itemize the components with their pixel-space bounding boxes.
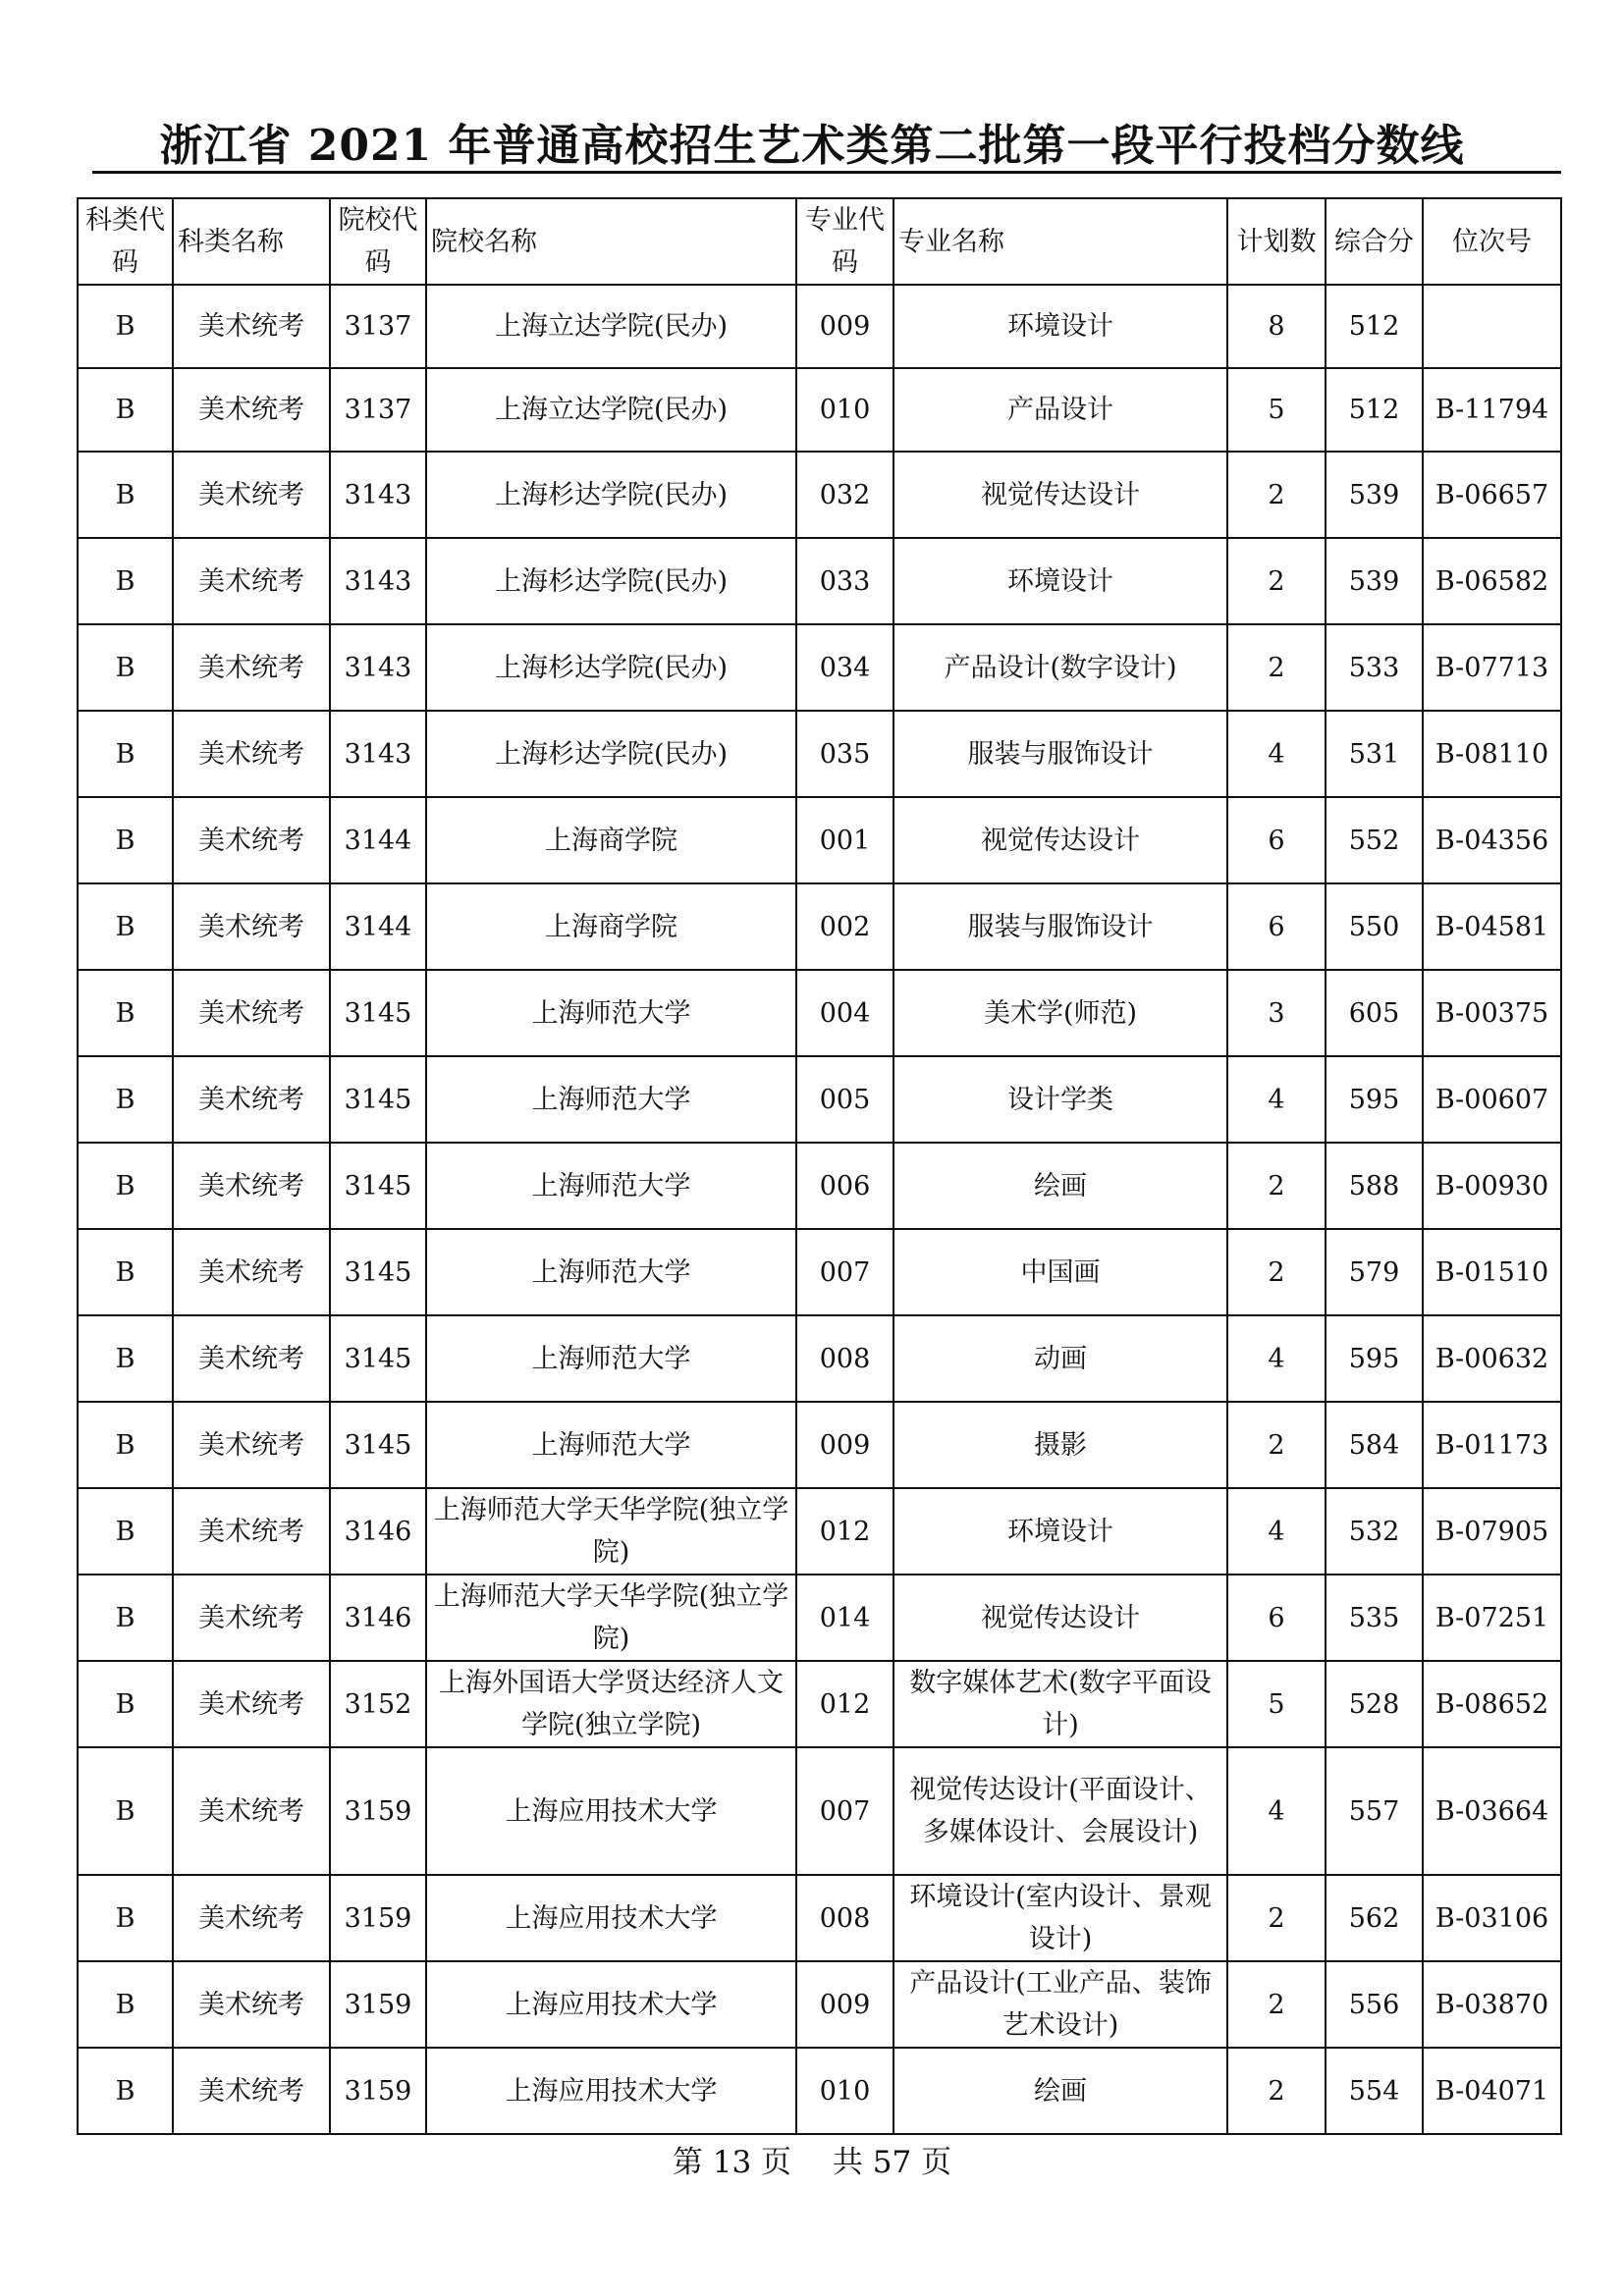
cell-category-code: B (78, 2048, 173, 2134)
cell-major-code: 007 (796, 1229, 893, 1315)
cell-plan-count: 4 (1227, 1315, 1326, 1402)
header-school-code: 院校代码 (330, 198, 426, 285)
cell-school-name: 上海立达学院(民办) (426, 368, 796, 452)
cell-school-name: 上海杉达学院(民办) (426, 711, 796, 797)
cell-school-name: 上海杉达学院(民办) (426, 624, 796, 711)
cell-total-score: 539 (1326, 538, 1423, 624)
table-row (78, 1961, 1561, 2048)
cell-category-code: B (78, 1229, 173, 1315)
cell-school-name: 上海师范大学天华学院(独立学院) (426, 1488, 796, 1575)
cell-plan-count: 5 (1227, 368, 1326, 452)
cell-school-name: 上海应用技术大学 (426, 2048, 796, 2134)
cell-school-name: 上海师范大学 (426, 970, 796, 1056)
cell-plan-count: 2 (1227, 2048, 1326, 2134)
cell-category-code: B (78, 797, 173, 883)
cell-plan-count: 3 (1227, 970, 1326, 1056)
cell-major-name: 动画 (893, 1315, 1227, 1402)
cell-category-name: 美术统考 (173, 711, 330, 797)
cell-category-name: 美术统考 (173, 1575, 330, 1661)
cell-category-code: B (78, 1056, 173, 1143)
table-row (78, 1315, 1561, 1402)
cell-major-name: 环境设计 (893, 285, 1227, 368)
cell-school-code: 3159 (330, 1875, 426, 1961)
cell-school-code: 3137 (330, 368, 426, 452)
cell-plan-count: 2 (1227, 538, 1326, 624)
cell-school-name: 上海商学院 (426, 883, 796, 970)
cell-major-code: 033 (796, 538, 893, 624)
cell-school-code: 3159 (330, 1961, 426, 2048)
cell-school-code: 3143 (330, 711, 426, 797)
cell-plan-count: 6 (1227, 883, 1326, 970)
page-total: 共 57 页 (832, 2145, 952, 2180)
cell-category-code: B (78, 711, 173, 797)
cell-school-name: 上海师范大学 (426, 1143, 796, 1229)
cell-category-code: B (78, 1143, 173, 1229)
score-table (77, 197, 1562, 2135)
cell-rank: B-03106 (1423, 1875, 1561, 1961)
cell-school-code: 3146 (330, 1488, 426, 1575)
cell-plan-count: 4 (1227, 1056, 1326, 1143)
table-body (78, 285, 1561, 2134)
cell-major-name: 绘画 (893, 2048, 1227, 2134)
cell-major-name: 环境设计 (893, 1488, 1227, 1575)
cell-total-score: 533 (1326, 624, 1423, 711)
cell-major-name: 产品设计(数字设计) (893, 624, 1227, 711)
table-row (78, 1575, 1561, 1661)
header-plan-count: 计划数 (1227, 198, 1326, 285)
cell-rank: B-00632 (1423, 1315, 1561, 1402)
cell-category-name: 美术统考 (173, 624, 330, 711)
cell-rank: B-07251 (1423, 1575, 1561, 1661)
cell-school-code: 3159 (330, 1747, 426, 1875)
cell-school-name: 上海师范大学 (426, 1056, 796, 1143)
header-rank: 位次号 (1423, 198, 1561, 285)
cell-category-name: 美术统考 (173, 1488, 330, 1575)
cell-category-name: 美术统考 (173, 1402, 330, 1488)
table-row (78, 285, 1561, 368)
cell-major-code: 009 (796, 285, 893, 368)
cell-rank: B-08110 (1423, 711, 1561, 797)
title-rule (92, 171, 1561, 174)
header-major-name: 专业名称 (893, 198, 1227, 285)
cell-major-name: 视觉传达设计 (893, 452, 1227, 538)
cell-school-name: 上海师范大学 (426, 1402, 796, 1488)
cell-school-name: 上海应用技术大学 (426, 1961, 796, 2048)
cell-major-code: 012 (796, 1661, 893, 1747)
cell-category-name: 美术统考 (173, 1229, 330, 1315)
cell-major-name: 视觉传达设计 (893, 1575, 1227, 1661)
table-row (78, 538, 1561, 624)
cell-major-name: 环境设计(室内设计、景观设计) (893, 1875, 1227, 1961)
cell-plan-count: 2 (1227, 1229, 1326, 1315)
header-category-code: 科类代码 (78, 198, 173, 285)
cell-rank: B-01510 (1423, 1229, 1561, 1315)
cell-major-name: 服装与服饰设计 (893, 711, 1227, 797)
cell-total-score: 562 (1326, 1875, 1423, 1961)
table-row (78, 1056, 1561, 1143)
cell-major-code: 006 (796, 1143, 893, 1229)
cell-total-score: 512 (1326, 285, 1423, 368)
cell-rank: B-00607 (1423, 1056, 1561, 1143)
cell-rank: B-07713 (1423, 624, 1561, 711)
cell-category-code: B (78, 1488, 173, 1575)
cell-school-code: 3145 (330, 970, 426, 1056)
cell-category-code: B (78, 1402, 173, 1488)
cell-major-code: 008 (796, 1315, 893, 1402)
cell-total-score: 535 (1326, 1575, 1423, 1661)
table-row (78, 624, 1561, 711)
cell-major-code: 012 (796, 1488, 893, 1575)
cell-major-name: 环境设计 (893, 538, 1227, 624)
cell-rank: B-04581 (1423, 883, 1561, 970)
cell-total-score: 532 (1326, 1488, 1423, 1575)
cell-category-code: B (78, 1315, 173, 1402)
header-total-score: 综合分 (1326, 198, 1423, 285)
cell-total-score: 556 (1326, 1961, 1423, 2048)
cell-rank: B-04356 (1423, 797, 1561, 883)
cell-school-code: 3145 (330, 1056, 426, 1143)
cell-category-code: B (78, 285, 173, 368)
cell-school-code: 3145 (330, 1315, 426, 1402)
cell-major-name: 产品设计(工业产品、装饰艺术设计) (893, 1961, 1227, 2048)
cell-major-code: 032 (796, 452, 893, 538)
header-major-code: 专业代码 (796, 198, 893, 285)
cell-rank: B-01173 (1423, 1402, 1561, 1488)
cell-rank: B-03870 (1423, 1961, 1561, 2048)
table-row (78, 368, 1561, 452)
cell-major-name: 设计学类 (893, 1056, 1227, 1143)
cell-school-code: 3145 (330, 1143, 426, 1229)
cell-school-code: 3143 (330, 452, 426, 538)
cell-total-score: 552 (1326, 797, 1423, 883)
cell-school-name: 上海外国语大学贤达经济人文学院(独立学院) (426, 1661, 796, 1747)
cell-plan-count: 6 (1227, 797, 1326, 883)
cell-school-name: 上海师范大学 (426, 1315, 796, 1402)
cell-major-code: 002 (796, 883, 893, 970)
cell-major-code: 010 (796, 2048, 893, 2134)
cell-school-name: 上海师范大学 (426, 1229, 796, 1315)
cell-major-code: 034 (796, 624, 893, 711)
table-row (78, 452, 1561, 538)
page-number: 第 13 页 (672, 2145, 792, 2180)
cell-total-score: 550 (1326, 883, 1423, 970)
cell-major-code: 004 (796, 970, 893, 1056)
cell-major-code: 035 (796, 711, 893, 797)
cell-school-code: 3145 (330, 1229, 426, 1315)
cell-category-name: 美术统考 (173, 1875, 330, 1961)
cell-category-name: 美术统考 (173, 2048, 330, 2134)
cell-category-code: B (78, 452, 173, 538)
cell-major-name: 绘画 (893, 1143, 1227, 1229)
cell-school-code: 3143 (330, 538, 426, 624)
cell-major-code: 009 (796, 1961, 893, 2048)
cell-total-score: 595 (1326, 1056, 1423, 1143)
cell-rank: B-06657 (1423, 452, 1561, 538)
table-row (78, 1402, 1561, 1488)
page-footer (0, 2137, 1624, 2181)
cell-category-code: B (78, 1661, 173, 1747)
cell-total-score: 588 (1326, 1143, 1423, 1229)
cell-school-name: 上海师范大学天华学院(独立学院) (426, 1575, 796, 1661)
cell-category-code: B (78, 1961, 173, 2048)
table-row (78, 711, 1561, 797)
cell-plan-count: 6 (1227, 1575, 1326, 1661)
table-row (78, 2048, 1561, 2134)
cell-school-code: 3145 (330, 1402, 426, 1488)
cell-category-name: 美术统考 (173, 538, 330, 624)
cell-category-code: B (78, 1875, 173, 1961)
cell-major-code: 009 (796, 1402, 893, 1488)
cell-rank (1423, 285, 1561, 368)
table-row (78, 1229, 1561, 1315)
cell-major-name: 数字媒体艺术(数字平面设计) (893, 1661, 1227, 1747)
cell-major-code: 007 (796, 1747, 893, 1875)
cell-total-score: 584 (1326, 1402, 1423, 1488)
cell-total-score: 528 (1326, 1661, 1423, 1747)
cell-category-code: B (78, 624, 173, 711)
cell-school-code: 3159 (330, 2048, 426, 2134)
cell-school-code: 3144 (330, 883, 426, 970)
cell-category-name: 美术统考 (173, 1961, 330, 2048)
cell-rank: B-00375 (1423, 970, 1561, 1056)
cell-category-code: B (78, 883, 173, 970)
cell-school-code: 3137 (330, 285, 426, 368)
cell-major-name: 中国画 (893, 1229, 1227, 1315)
cell-plan-count: 2 (1227, 624, 1326, 711)
cell-category-name: 美术统考 (173, 1315, 330, 1402)
cell-major-name: 服装与服饰设计 (893, 883, 1227, 970)
cell-rank: B-11794 (1423, 368, 1561, 452)
cell-major-code: 010 (796, 368, 893, 452)
cell-plan-count: 2 (1227, 452, 1326, 538)
cell-plan-count: 8 (1227, 285, 1326, 368)
cell-major-code: 005 (796, 1056, 893, 1143)
cell-school-name: 上海杉达学院(民办) (426, 538, 796, 624)
cell-total-score: 554 (1326, 2048, 1423, 2134)
table-header-row (78, 198, 1561, 285)
table-row (78, 1875, 1561, 1961)
cell-plan-count: 4 (1227, 1747, 1326, 1875)
cell-school-code: 3143 (330, 624, 426, 711)
cell-school-name: 上海应用技术大学 (426, 1875, 796, 1961)
cell-plan-count: 2 (1227, 1961, 1326, 2048)
table-row (78, 970, 1561, 1056)
cell-major-name: 产品设计 (893, 368, 1227, 452)
cell-category-name: 美术统考 (173, 368, 330, 452)
cell-school-name: 上海杉达学院(民办) (426, 452, 796, 538)
cell-category-code: B (78, 1575, 173, 1661)
cell-category-name: 美术统考 (173, 1056, 330, 1143)
table-row (78, 1143, 1561, 1229)
cell-total-score: 579 (1326, 1229, 1423, 1315)
page-title: 浙江省 2021 年普通高校招生艺术类第二批第一段平行投档分数线 (159, 121, 1465, 171)
cell-rank: B-00930 (1423, 1143, 1561, 1229)
cell-category-name: 美术统考 (173, 797, 330, 883)
cell-category-name: 美术统考 (173, 1661, 330, 1747)
cell-plan-count: 2 (1227, 1402, 1326, 1488)
cell-school-name: 上海商学院 (426, 797, 796, 883)
cell-category-code: B (78, 1747, 173, 1875)
cell-major-code: 008 (796, 1875, 893, 1961)
cell-plan-count: 2 (1227, 1143, 1326, 1229)
cell-category-name: 美术统考 (173, 452, 330, 538)
cell-total-score: 531 (1326, 711, 1423, 797)
table-row (78, 883, 1561, 970)
cell-rank: B-03664 (1423, 1747, 1561, 1875)
cell-total-score: 605 (1326, 970, 1423, 1056)
cell-school-code: 3144 (330, 797, 426, 883)
cell-major-code: 001 (796, 797, 893, 883)
header-school-name: 院校名称 (426, 198, 796, 285)
cell-category-name: 美术统考 (173, 1747, 330, 1875)
table-row (78, 1747, 1561, 1875)
cell-school-name: 上海立达学院(民办) (426, 285, 796, 368)
cell-school-code: 3152 (330, 1661, 426, 1747)
cell-category-name: 美术统考 (173, 285, 330, 368)
cell-category-name: 美术统考 (173, 1143, 330, 1229)
cell-rank: B-04071 (1423, 2048, 1561, 2134)
cell-major-name: 美术学(师范) (893, 970, 1227, 1056)
cell-plan-count: 2 (1227, 1875, 1326, 1961)
cell-plan-count: 4 (1227, 711, 1326, 797)
cell-total-score: 557 (1326, 1747, 1423, 1875)
cell-total-score: 539 (1326, 452, 1423, 538)
cell-category-code: B (78, 538, 173, 624)
cell-plan-count: 5 (1227, 1661, 1326, 1747)
cell-major-name: 视觉传达设计(平面设计、多媒体设计、会展设计) (893, 1747, 1227, 1875)
cell-rank: B-08652 (1423, 1661, 1561, 1747)
cell-rank: B-06582 (1423, 538, 1561, 624)
cell-category-code: B (78, 970, 173, 1056)
header-category-name: 科类名称 (173, 198, 330, 285)
cell-school-name: 上海应用技术大学 (426, 1747, 796, 1875)
cell-total-score: 512 (1326, 368, 1423, 452)
cell-school-code: 3146 (330, 1575, 426, 1661)
cell-category-name: 美术统考 (173, 970, 330, 1056)
cell-major-code: 014 (796, 1575, 893, 1661)
table-row (78, 797, 1561, 883)
cell-major-name: 视觉传达设计 (893, 797, 1227, 883)
cell-rank: B-07905 (1423, 1488, 1561, 1575)
table-row (78, 1661, 1561, 1747)
cell-major-name: 摄影 (893, 1402, 1227, 1488)
table-row (78, 1488, 1561, 1575)
cell-total-score: 595 (1326, 1315, 1423, 1402)
cell-plan-count: 4 (1227, 1488, 1326, 1575)
cell-category-code: B (78, 368, 173, 452)
cell-category-name: 美术统考 (173, 883, 330, 970)
